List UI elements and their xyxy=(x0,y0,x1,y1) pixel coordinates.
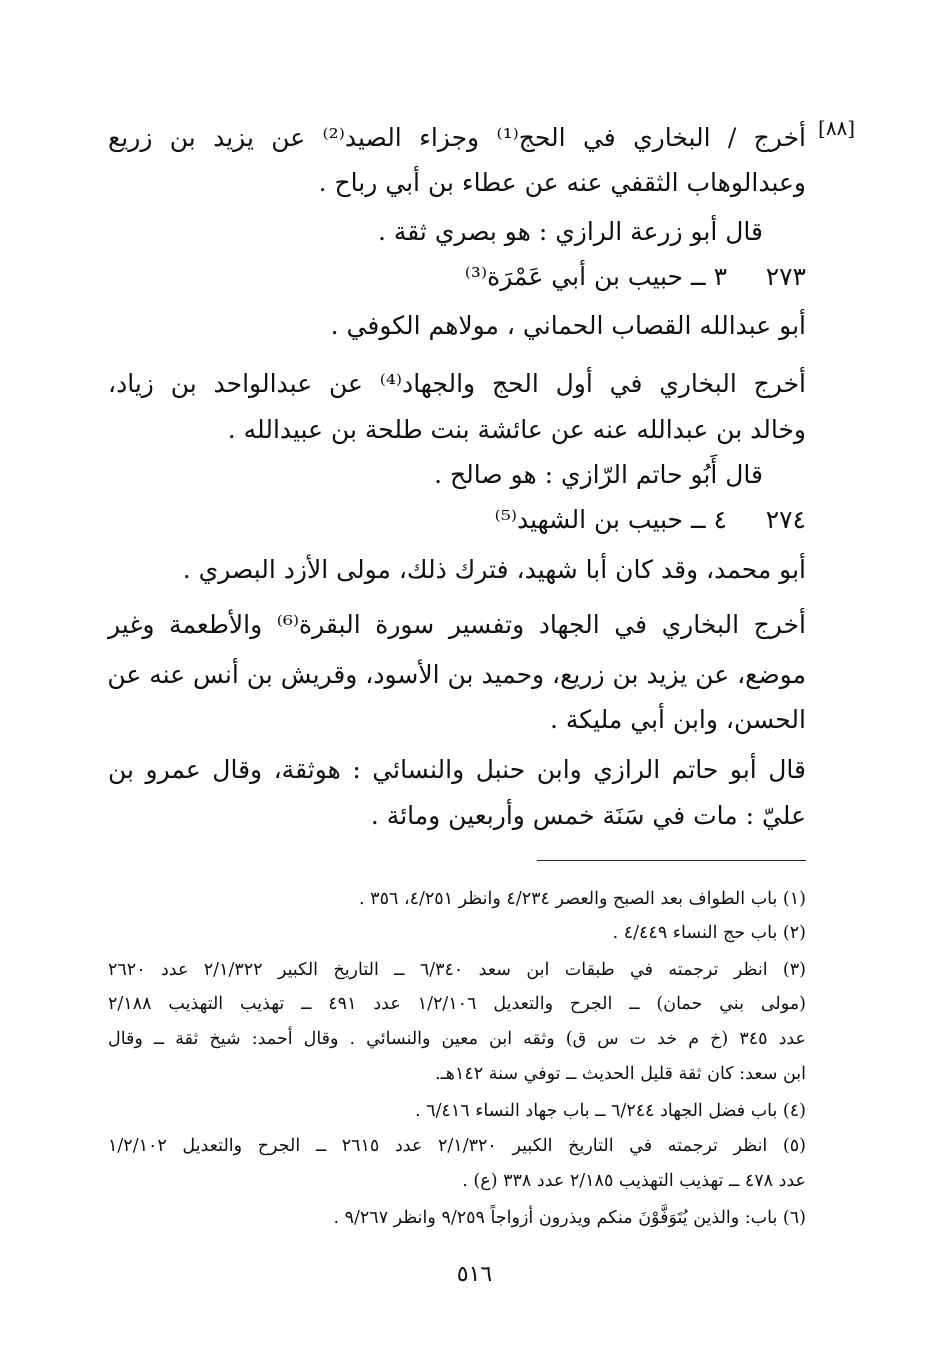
footnote-3-line: (٣) انظر ترجمته في طبقات ابن سعد ٦/٣٤٠ ــ التاريخ الكبير ٢/١/٣٢٢ عدد ٢٦٢٠ xyxy=(108,960,806,980)
footnote-5-line: عدد ٤٧٨ ــ تهذيب التهذيب ٢/١٨٥ عدد ٣٣٨ (ع) . xyxy=(462,1171,806,1191)
footnote-2: (٢) باب حج النساء ٤/٤٤٩ . xyxy=(612,923,806,943)
body-line: أخرج / البخاري في الحج⁽¹⁾ وجزاء الصيد⁽²⁾ عن يزيد بن زريع xyxy=(108,123,806,152)
footnote-1: (١) باب الطواف بعد الصبح والعصر ٤/٢٣٤ وانظر ٤/٢٥١، ٣٥٦ . xyxy=(359,889,806,909)
entry-description: أبو عبدالله القصاب الحماني ، مولاهم الكوفي . xyxy=(330,311,806,340)
margin-reference: [٨٨] xyxy=(818,116,856,140)
body-line: موضع، عن يزيد بن زريع، وحميد بن الأسود، وقريش بن أنس عنه عن xyxy=(107,660,806,689)
body-line: أخرج البخاري في أول الحج والجهاد⁽⁴⁾ عن عبدالواحد بن زياد، xyxy=(108,369,806,398)
body-line: قال أبو حاتم الرازي وابن حنبل والنسائي : هوثقة، وقال عمرو بن xyxy=(108,755,806,784)
footnote-3-line: (مولى بني حمان) ــ الجرح والتعديل ١/٢/١٠٦ عدد ٤٩١ ــ تهذيب التهذيب ٢/١٨٨ xyxy=(108,994,807,1014)
quote-line: قال أَبُو حاتم الرّازي : هو صالح . xyxy=(434,460,763,489)
entry-description: أبو محمد، وقد كان أبا شهيد، فترك ذلك، مولى الأزد البصري . xyxy=(182,555,806,584)
page-number: ٥١٦ xyxy=(456,1262,493,1287)
body-line: أخرج البخاري في الجهاد وتفسير سورة البقرة⁽⁶⁾ والأطعمة وغير xyxy=(108,610,806,639)
body-line: وعبدالوهاب الثقفي عنه عن عطاء بن أبي رباح . xyxy=(318,168,806,197)
body-line: الحسن، وابن أبي مليكة . xyxy=(549,705,806,734)
footnote-6: (٦) باب: والذين يُتَوَفَّوْنَ منكم ويذرون أزواجاً ٩/٢٥٩ وانظر ٩/٢٦٧ . xyxy=(333,1208,806,1228)
footnote-3-line: ابن سعد: كان ثقة قليل الحديث ــ توفي سنة ١٤٢هـ. xyxy=(435,1064,806,1084)
entry-name: ٤ ــ حبيب بن الشهيد⁽⁵⁾ xyxy=(494,505,727,534)
footnote-5-line: (٥) انظر ترجمته في التاريخ الكبير ٢/١/٣٢٠ عدد ٢٦١٥ ــ الجرح والتعديل ١/٢/١٠٢ xyxy=(108,1136,806,1156)
entry-number: ٢٧٤ xyxy=(765,505,806,534)
footnote-3-line: عدد ٣٤٥ (خ م خد ت س ق) وثقه ابن معين والنسائي . وقال أحمد: شيخ ثقة ــ وقال xyxy=(108,1029,806,1049)
footnote-4: (٤) باب فضل الجهاد ٦/٢٤٤ ــ باب جهاد النساء ٦/٤١٦ . xyxy=(414,1101,806,1121)
quote-line: قال أبو زرعة الرازي : هو بصري ثقة . xyxy=(377,217,763,246)
entry-name: ٣ ــ حبيب بن أبي عَمْرَة⁽³⁾ xyxy=(464,262,727,291)
footnote-separator xyxy=(537,860,806,861)
body-line: عليّ : مات في سَنَة خمس وأربعين ومائة . xyxy=(370,801,806,830)
body-line: وخالد بن عبدالله عنه عن عائشة بنت طلحة بن عبيدالله . xyxy=(227,415,806,444)
entry-number: ٢٧٣ xyxy=(765,262,806,291)
